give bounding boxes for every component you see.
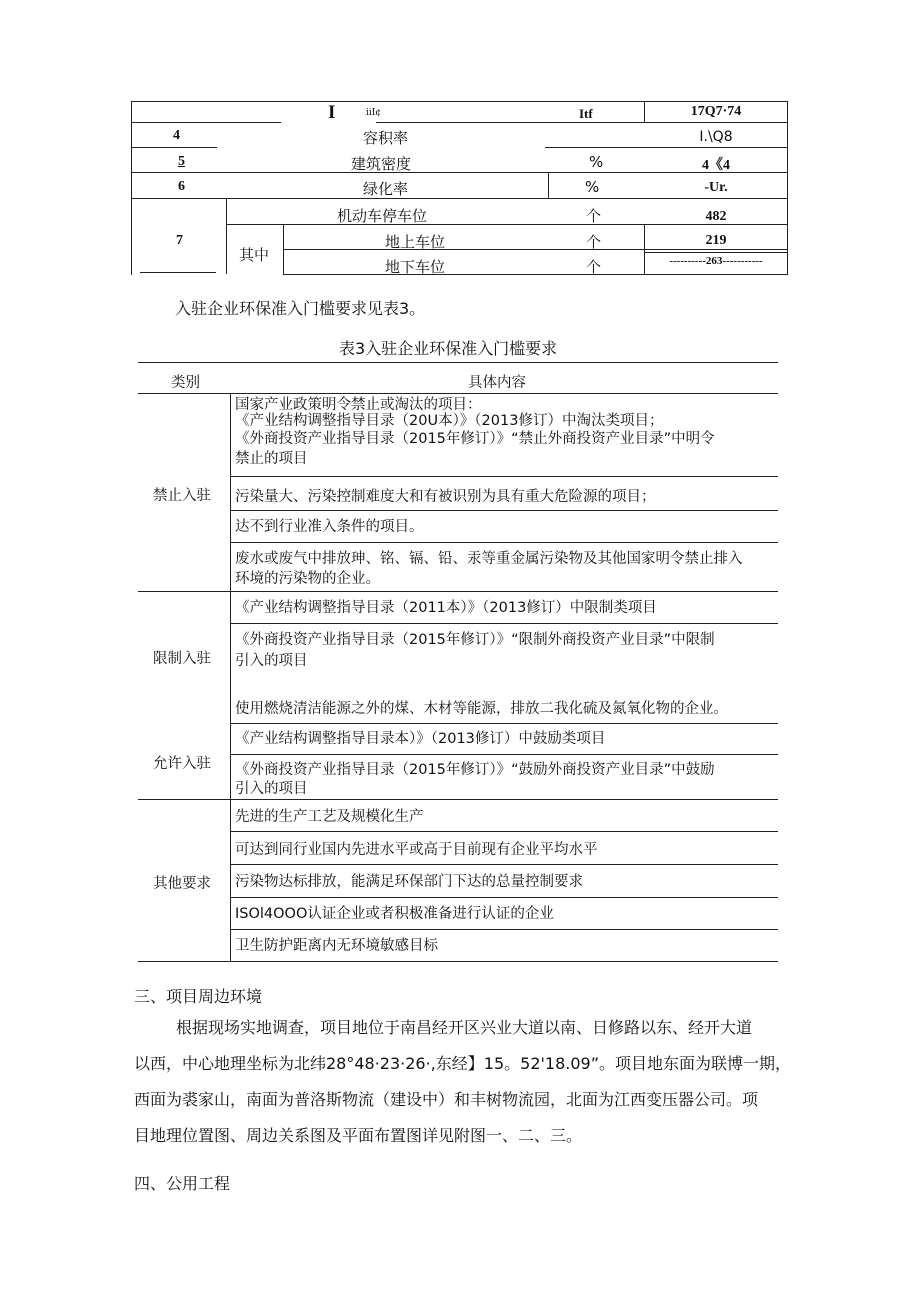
- table1-row2-no: 5: [178, 154, 185, 169]
- table3-cell: 引入的项目: [235, 781, 308, 797]
- table1-row3-name: 绿化率: [363, 180, 409, 198]
- table1-row4-unit: 个: [586, 207, 602, 225]
- table3-cell: 达不到行业准入条件的项目。: [235, 519, 424, 535]
- table1-row4-name: 机动车停车位: [337, 207, 428, 225]
- section3-line: 根据现场实地调查，项目地位于南昌经开区兴业大道以南、日修路以东、经开大道: [176, 1018, 753, 1037]
- table3-header-category: 类别: [171, 375, 200, 391]
- section3-line: 西面为裘家山，南面为普洛斯物流（建设中）和丰树物流园，北面为江西变压器公司。项: [134, 1090, 759, 1109]
- table1-row0-value: 17Q7·74: [690, 104, 742, 119]
- table3-category-other: 其他要求: [153, 876, 211, 892]
- table1-row0-name-suffix: iiI¢: [366, 108, 382, 118]
- table3-cell: 污染量大、污染控制难度大和有被识别为具有重大危险源的项目；: [235, 489, 656, 505]
- table1-row5-unit: 个: [586, 233, 602, 251]
- table3-cell: 国家产业政策明令禁止或淘汰的项目：: [235, 397, 482, 413]
- table1-row4-value: 482: [705, 209, 727, 224]
- table3-cell: 废水或废气中排放珅、铭、镉、铅、汞等重金属污染物及其他国家明令禁止排入: [235, 551, 743, 567]
- section4-heading: 四、公用工程: [134, 1174, 231, 1193]
- table1-row3-unit: %: [585, 178, 600, 196]
- table3-cell: 禁止的项目: [235, 451, 308, 467]
- table1-row5-value: 219: [705, 233, 727, 248]
- table3-title: 表3入驻企业环保准入门槛要求: [339, 339, 558, 358]
- table3-cell: 引入的项目: [235, 653, 308, 669]
- table3-cell: 《外商投资产业指导目录（2015年修订）》“限制外商投资产业目录”中限制: [235, 632, 715, 648]
- table3-category-restrict: 限制入驻: [153, 651, 211, 667]
- intro-line: 入驻企业环保准入门槛要求见表3。: [175, 299, 426, 318]
- table3-cell: 先进的生产工艺及规模化生产: [235, 809, 424, 825]
- table3-cell: ISOl4OOO认证企业或者积极准备进行认证的企业: [235, 906, 554, 922]
- table3-cell: 《外商投资产业指导目录（2015年修订）》“禁止外商投资产业目录”中明令: [235, 431, 715, 447]
- table3-cell: 《产业结构调整指导目录（2011本）》（2013修订）中限制类项目: [235, 600, 657, 616]
- table1-row6-name: 地下车位: [385, 258, 446, 276]
- section3-line: 目地理位置图、周边关系图及平面布置图详见附图一、二、三。: [134, 1126, 583, 1145]
- table1-row5-name: 地上车位: [385, 233, 446, 251]
- table1-row1-name: 容积率: [363, 129, 409, 147]
- table1-row4-no: 7: [176, 233, 183, 248]
- table3-header-content: 具体内容: [468, 375, 526, 391]
- table1-row2-name: 建筑密度: [351, 155, 412, 173]
- table3-cell: 可达到同行业国内先进水平或高于目前现有企业平均水平: [235, 842, 598, 858]
- table1-row4-group: 其中: [239, 246, 270, 264]
- table3-cell: 《外商投资产业指导目录（2015年修订）》“鼓励外商投资产业目录”中鼓励: [235, 762, 715, 778]
- table3-cell: 使用燃烧清洁能源之外的煤、木材等能源，排放二我化硫及氮氧化物的企业。: [235, 701, 728, 717]
- table3-cell: 《产业结构调整指导目录（20U本）》（2013修订）中淘汰类项目；: [235, 413, 664, 429]
- table1-row6-value: ----------263-----------: [669, 255, 763, 267]
- table1-row1-value: I.\Q8: [699, 129, 733, 145]
- table1-row3-value: -Ur.: [704, 180, 728, 195]
- table3-category-prohibit: 禁止入驻: [153, 488, 211, 504]
- section3-heading: 三、项目周边环境: [134, 987, 263, 1006]
- table3-cell: 环境的污染物的企业。: [235, 571, 380, 587]
- table1-row1-no: 4: [173, 128, 180, 143]
- table1-row6-unit: 个: [586, 258, 602, 276]
- section3-line: 以西，中心地理坐标为北纬28°48·23·26·,东经】15。52'18.09”。项目地东面为联博一期，: [134, 1054, 791, 1073]
- table3-cell: 《产业结构调整指导目录本）》（2013修订）中鼓励类项目: [235, 731, 606, 747]
- table1-row2-unit: %: [589, 153, 604, 171]
- table1-row0-name: I: [328, 102, 336, 123]
- table1-row2-value: 4《4: [702, 158, 730, 173]
- table3-category-allow: 允许入驻: [153, 756, 211, 772]
- table1-row0-unit: Itf: [579, 106, 593, 121]
- table3-cell: 卫生防护距离内无环境敏感目标: [235, 938, 438, 954]
- table3-cell: 污染物达标排放，能满足环保部门下达的总量控制要求: [235, 874, 583, 890]
- table1-row3-no: 6: [178, 179, 185, 194]
